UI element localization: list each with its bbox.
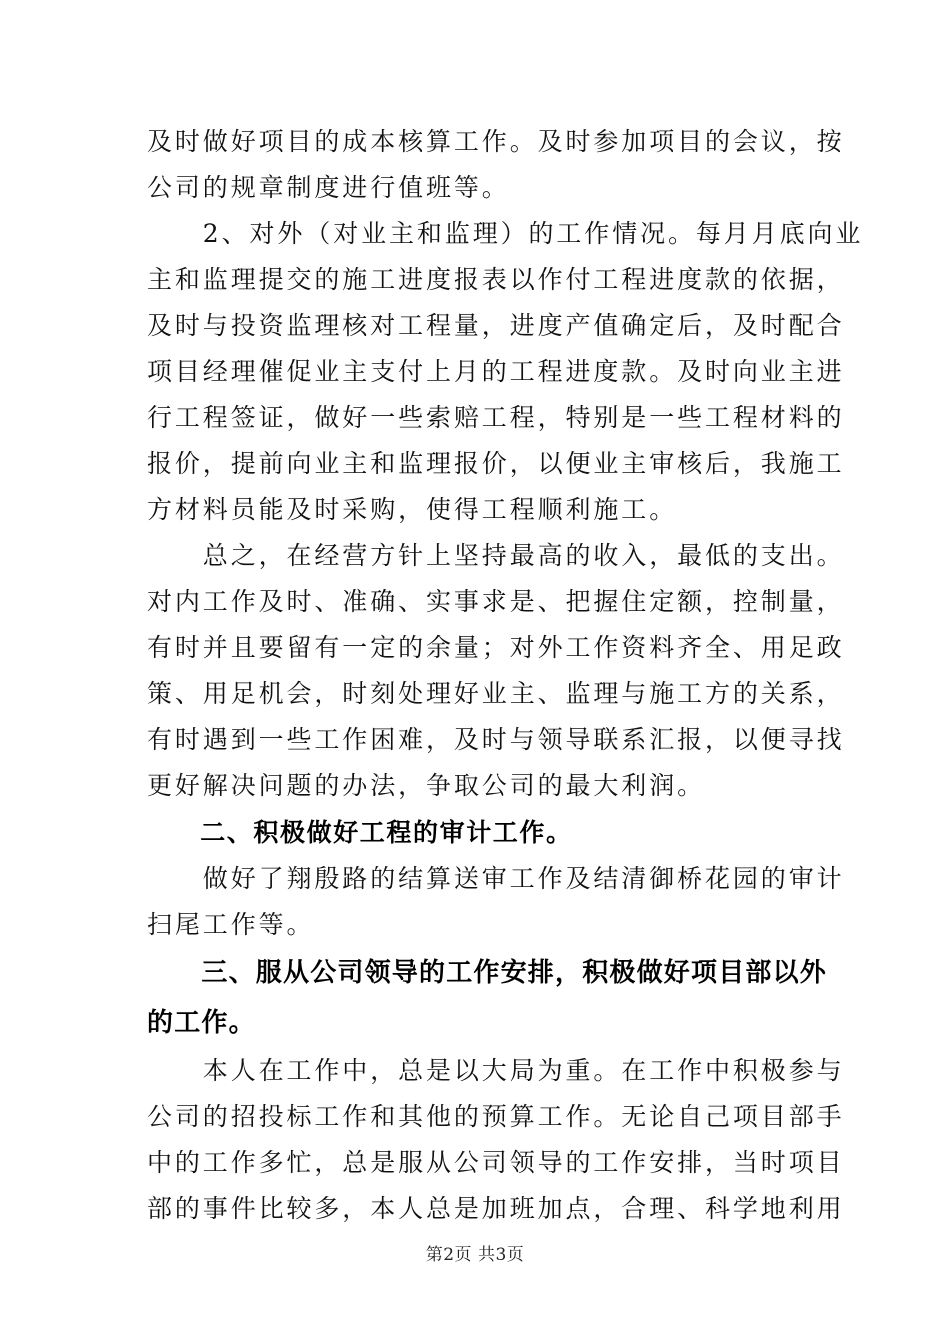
text-line: 做好了翔殷路的结算送审工作及结清御桥花园的审计: [147, 864, 845, 893]
text-line: 部的事件比较多，本人总是加班加点，合理、科学地利用: [147, 1194, 845, 1223]
document-body: [147, 119, 864, 1232]
text-line: 2、对外（对业主和监理）的工作情况。每月月底向业: [147, 219, 864, 248]
text-line: 及时做好项目的成本核算工作。及时参加项目的会议，按: [147, 127, 845, 156]
text-line: 行工程签证，做好一些索赔工程，特别是一些工程材料的: [147, 403, 845, 432]
section-heading-3: 三、服从公司领导的工作安排，积极做好项目部以外: [147, 958, 828, 988]
text-line: 更好解决问题的办法，争取公司的最大利润。: [147, 771, 706, 800]
text-line: 总之，在经营方针上坚持最高的收入，最低的支出。: [147, 541, 845, 570]
page-number-footer: 第2页 共3页: [425, 1245, 525, 1265]
text-line: 报价，提前向业主和监理报价，以便业主审核后，我施工: [147, 449, 845, 478]
text-line: 有时并且要留有一定的余量；对外工作资料齐全、用足政: [147, 633, 845, 662]
text-line: 公司的规章制度进行值班等。: [147, 173, 510, 202]
text-line: 扫尾工作等。: [147, 910, 315, 939]
text-line: 对内工作及时、准确、实事求是、把握住定额，控制量，: [147, 587, 845, 616]
text-line: 有时遇到一些工作困难，及时与领导联系汇报，以便寻找: [147, 725, 845, 754]
text-line: 主和监理提交的施工进度报表以作付工程进度款的依据，: [147, 265, 845, 294]
text-line: 策、用足机会，时刻处理好业主、监理与施工方的关系，: [147, 679, 845, 708]
text-line: 本人在工作中，总是以大局为重。在工作中积极参与: [147, 1056, 845, 1085]
section-heading-2: 二、积极做好工程的审计工作。: [147, 818, 573, 847]
text-line: 及时与投资监理核对工程量，进度产值确定后，及时配合: [147, 311, 845, 340]
text-line: 方材料员能及时采购，使得工程顺利施工。: [147, 495, 678, 524]
text-line: 公司的招投标工作和其他的预算工作。无论自己项目部手: [147, 1102, 845, 1131]
section-heading-3-cont: 的工作。: [147, 1008, 256, 1038]
text-line: 中的工作多忙，总是服从公司领导的工作安排，当时项目: [147, 1148, 845, 1177]
text-line: 项目经理催促业主支付上月的工程进度款。及时向业主进: [147, 357, 845, 386]
